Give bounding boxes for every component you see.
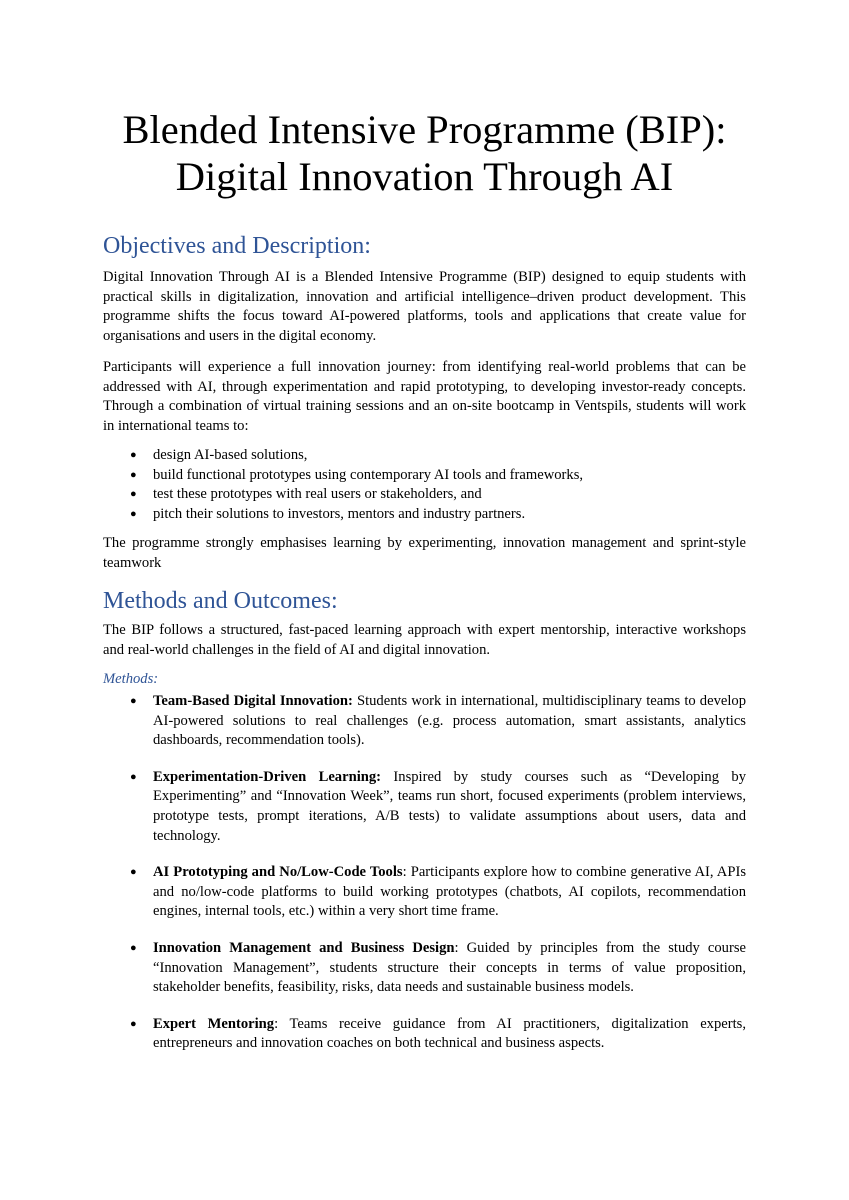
method-term: Innovation Management and Business Design [153, 939, 455, 956]
bullet-icon: ● [130, 770, 137, 783]
bullet-icon: ● [130, 488, 137, 501]
method-description: : Guided by principles from the study course “Innovation Management”, students structure their concepts in terms of value proposition, stakeholder benefits, feasibility, risks, data needs and sustainable business models. [153, 939, 746, 996]
objectives-bullet-list [130, 446, 746, 524]
document-title [103, 106, 746, 200]
list-item [130, 466, 746, 486]
method-term: Expert Mentoring [153, 1015, 275, 1032]
method-term: AI Prototyping and No/Low-Code Tools [153, 864, 403, 881]
method-description: : Participants explore how to combine generative AI, APIs and no/low-code platforms to build working prototypes (chatbots, AI copilots, recommendation engines, internal tools, etc.) within a very short time frame. [153, 864, 747, 920]
title-line-1: Blended Intensive Programme (BIP): [122, 107, 727, 152]
method-item [130, 768, 746, 846]
method-item [130, 692, 746, 751]
method-item [130, 939, 746, 998]
methods-outcomes-intro: The BIP follows a structured, fast-paced learning approach with expert mentorship, interactive workshops and real-world challenges in the field of AI and digital innovation. [103, 622, 746, 658]
method-item [130, 863, 747, 922]
bullet-icon: ● [130, 941, 137, 954]
list-item [130, 505, 746, 525]
bullet-icon: ● [130, 449, 137, 461]
objectives-paragraph-3: The programme strongly emphasises learning by experimenting, innovation management and sprint-style teamwork [103, 535, 746, 571]
objectives-paragraph-1: Digital Innovation Through AI is a Blended Intensive Programme (BIP) designed to equip students with practical skills in digitalization, innovation and artificial intelligence–driven product development. This programme shifts the focus toward AI-powered platforms, tools and applications that create value for organisations and users in the digital economy. [103, 269, 746, 344]
list-item [130, 485, 746, 505]
bullet-icon: ● [130, 866, 137, 879]
bullet-icon: ● [130, 695, 137, 707]
method-term: Team-Based Digital Innovation: [153, 693, 353, 709]
method-item [130, 1015, 746, 1054]
objectives-paragraph-2: Participants will experience a full innovation journey: from identifying real-world problems that can be addressed with AI, through experimentation and rapid prototyping, to developing investor-ready concepts. Through a combination of virtual training sessions and an on-site bootcamp in Ventspils, students will work in international teams to: [103, 359, 746, 434]
method-term: Experimentation-Driven Learning: [153, 768, 382, 785]
method-description: Inspired by study courses such as “Developing by Experimenting” and “Innovation Week”, teams run short, focused experiments (problem interviews, prototype tests, prompt iterations, A/B tests) to validate assumptions about users, data and technology. [153, 768, 746, 844]
title-line-2: Digital Innovation Through AI [175, 154, 674, 199]
method-description: Students work in international, multidisciplinary teams to develop AI-powered solutions to real challenges (e.g. process automation, smart assistants, analytics dashboards, recommendation tools). [153, 693, 746, 749]
bullet-icon: ● [130, 1017, 137, 1030]
bullet-icon: ● [130, 468, 137, 481]
list-item-text: design AI-based solutions, [153, 447, 308, 463]
objectives-heading: Objectives and Description: [103, 233, 371, 259]
methods-label: Methods: [103, 671, 159, 687]
bullet-icon: ● [130, 507, 137, 520]
list-item-text: build functional prototypes using contemporary AI tools and frameworks, [153, 466, 584, 483]
list-item-text: pitch their solutions to investors, mentors and industry partners. [153, 505, 526, 522]
methods-outcomes-heading: Methods and Outcomes: [103, 588, 338, 614]
list-item [130, 446, 746, 466]
list-item-text: test these prototypes with real users or stakeholders, and [153, 486, 482, 503]
methods-bullet-list [130, 692, 747, 1071]
method-description: : Teams receive guidance from AI practitioners, digitalization experts, entrepreneurs and innovation coaches on both technical and business aspects. [153, 1015, 746, 1052]
